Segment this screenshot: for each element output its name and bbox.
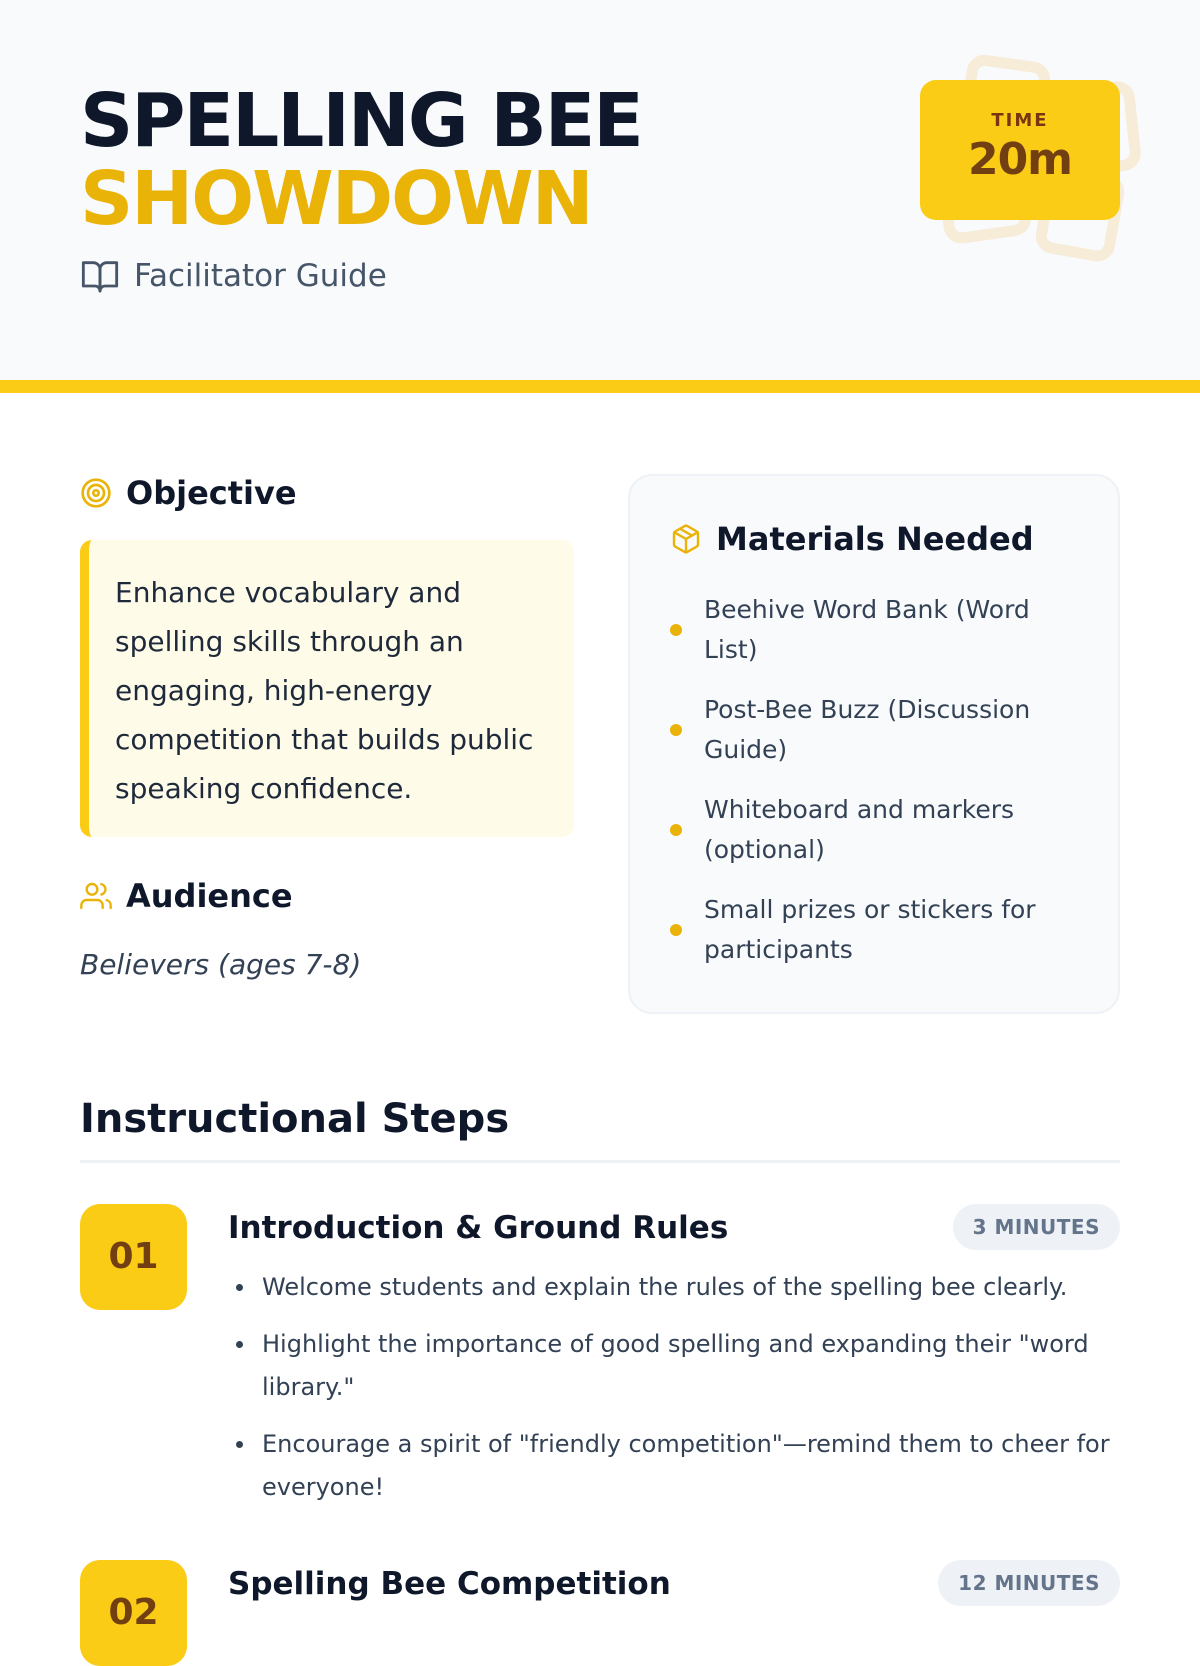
- material-text: Small prizes or stickers for participants: [704, 895, 1036, 964]
- list-item: [668, 790, 1068, 890]
- steps-heading: Instructional Steps: [80, 1096, 510, 1142]
- objective-heading-text: Objective: [126, 474, 297, 512]
- audience-text: Believers (ages 7-8): [80, 948, 362, 981]
- step-duration-badge: 3 MINUTES: [953, 1204, 1120, 1250]
- page-title-line-2: SHOWDOWN: [80, 156, 592, 242]
- list-item: [668, 590, 1068, 690]
- header: [0, 0, 1200, 380]
- list-item: Encourage a spirit of "friendly competition"—remind them to cheer for everyone!: [228, 1423, 1120, 1509]
- step-number: 02: [80, 1560, 187, 1666]
- objective-heading: [80, 474, 297, 512]
- objective-card: Enhance vocabulary and spelling skills through an engaging, high-energy competition that builds public speaking confidence.: [80, 540, 574, 837]
- package-icon: [670, 523, 702, 555]
- material-text: Whiteboard and markers (optional): [704, 795, 1015, 864]
- subtitle: [80, 256, 387, 296]
- list-item: Highlight the importance of good spelling and expanding their "word library.": [228, 1323, 1120, 1409]
- step-title: Spelling Bee Competition: [228, 1566, 671, 1602]
- list-item: [668, 890, 1068, 990]
- book-open-icon: [80, 256, 120, 296]
- materials-heading-text: Materials Needed: [716, 520, 1034, 558]
- bullet-dot: [670, 924, 682, 936]
- step-title: Introduction & Ground Rules: [228, 1210, 729, 1246]
- bullet-dot: [670, 824, 682, 836]
- bullet-dot: [670, 624, 682, 636]
- target-icon: [80, 477, 112, 509]
- time-label: TIME: [991, 110, 1049, 131]
- material-text: Post-Bee Buzz (Discussion Guide): [704, 695, 1031, 764]
- subtitle-text: Facilitator Guide: [134, 258, 387, 294]
- list-item: [668, 690, 1068, 790]
- step-duration-badge: 12 MINUTES: [938, 1560, 1120, 1606]
- materials-heading: [670, 520, 1034, 558]
- users-icon: [80, 880, 112, 912]
- audience-heading: [80, 877, 293, 915]
- time-badge: [920, 80, 1120, 220]
- audience-heading-text: Audience: [126, 877, 293, 915]
- page-title-line-1: SPELLING BEE: [80, 78, 642, 164]
- steps-divider: [80, 1160, 1120, 1163]
- materials-list: [668, 590, 1068, 990]
- list-item: Welcome students and explain the rules of the spelling bee clearly.: [228, 1266, 1120, 1309]
- step-number: 01: [80, 1204, 187, 1310]
- header-divider: [0, 380, 1200, 393]
- bullet-dot: [670, 724, 682, 736]
- time-value: 20m: [967, 134, 1073, 185]
- material-text: Beehive Word Bank (Word List): [704, 595, 1030, 664]
- step-bullet-list: [228, 1266, 1120, 1523]
